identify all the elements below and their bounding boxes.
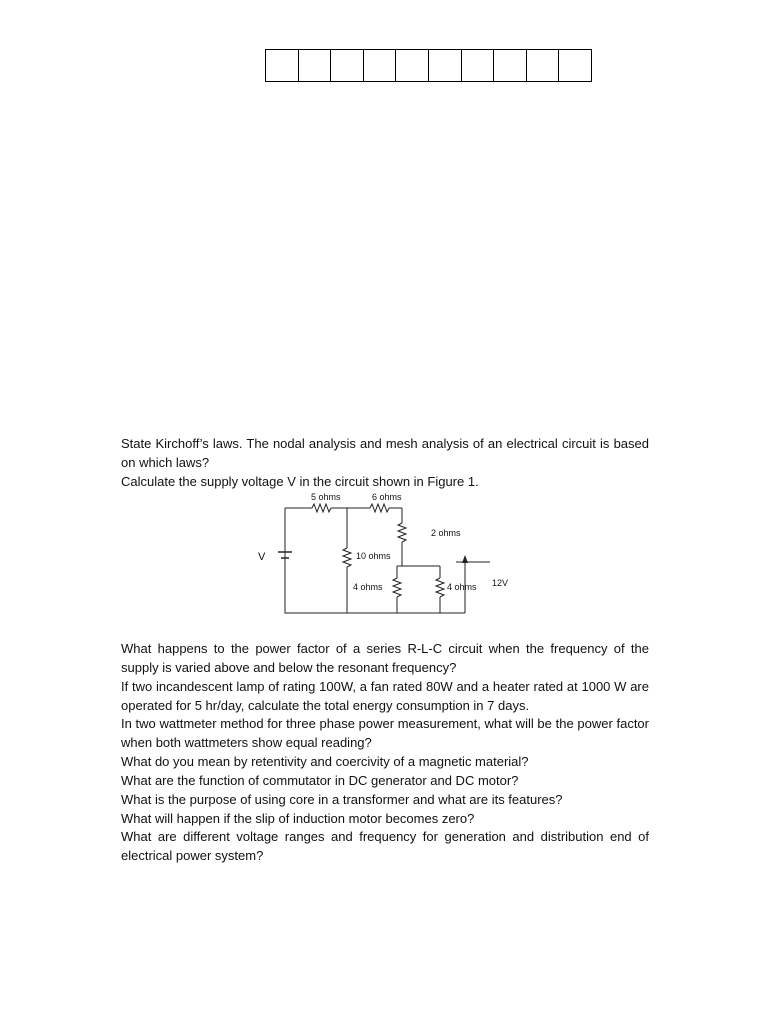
question-induction-slip: What will happen if the slip of induction motor becomes zero? (121, 811, 475, 826)
roll-box (299, 50, 332, 81)
roll-number-boxes (265, 49, 592, 82)
question-two-wattmeter: In two wattmeter method for three phase power measurement, what will be the power factor when both wattmeters show equal reading? (121, 716, 649, 750)
question-commutator: What are the function of commutator in DC generator and DC motor? (121, 773, 519, 788)
question-power-factor-rlc: What happens to the power factor of a series R-L-C circuit when the frequency of the supply is varied above and below the resonant frequency? (121, 641, 649, 675)
label-source-v: V (258, 551, 266, 563)
label-6-ohms: 6 ohms (372, 492, 402, 502)
roll-box (266, 50, 299, 81)
roll-box (364, 50, 397, 81)
roll-box (462, 50, 495, 81)
question-transformer-core: What is the purpose of using core in a transformer and what are its features? (121, 792, 563, 807)
label-12v: 12V (492, 578, 509, 588)
arrow-icon (462, 555, 468, 563)
label-2-ohms: 2 ohms (431, 528, 461, 538)
question-supply-voltage: Calculate the supply voltage V in the circuit shown in Figure 1. (121, 474, 479, 489)
roll-box (559, 50, 591, 81)
label-4-ohms-left: 4 ohms (353, 582, 383, 592)
label-10-ohms: 10 ohms (356, 551, 391, 561)
roll-box (331, 50, 364, 81)
question-energy-consumption: If two incandescent lamp of rating 100W, a fan rated 80W and a heater rated at 1000 W are operated for 5 hr/day, calculate the total energy consumption in 7 days. (121, 679, 649, 713)
roll-box (494, 50, 527, 81)
label-5-ohms: 5 ohms (311, 492, 341, 502)
circuit-figure (250, 488, 530, 618)
question-kirchoff: State Kirchoff’s laws. The nodal analysis and mesh analysis of an electrical circuit is based on which laws? (121, 436, 649, 470)
question-voltage-ranges: What are different voltage ranges and frequency for generation and distribution end of electrical power system? (121, 829, 649, 863)
label-4-ohms-right: 4 ohms (447, 582, 477, 592)
question-retentivity: What do you mean by retentivity and coercivity of a magnetic material? (121, 754, 529, 769)
roll-box (527, 50, 560, 81)
roll-box (429, 50, 462, 81)
roll-box (396, 50, 429, 81)
